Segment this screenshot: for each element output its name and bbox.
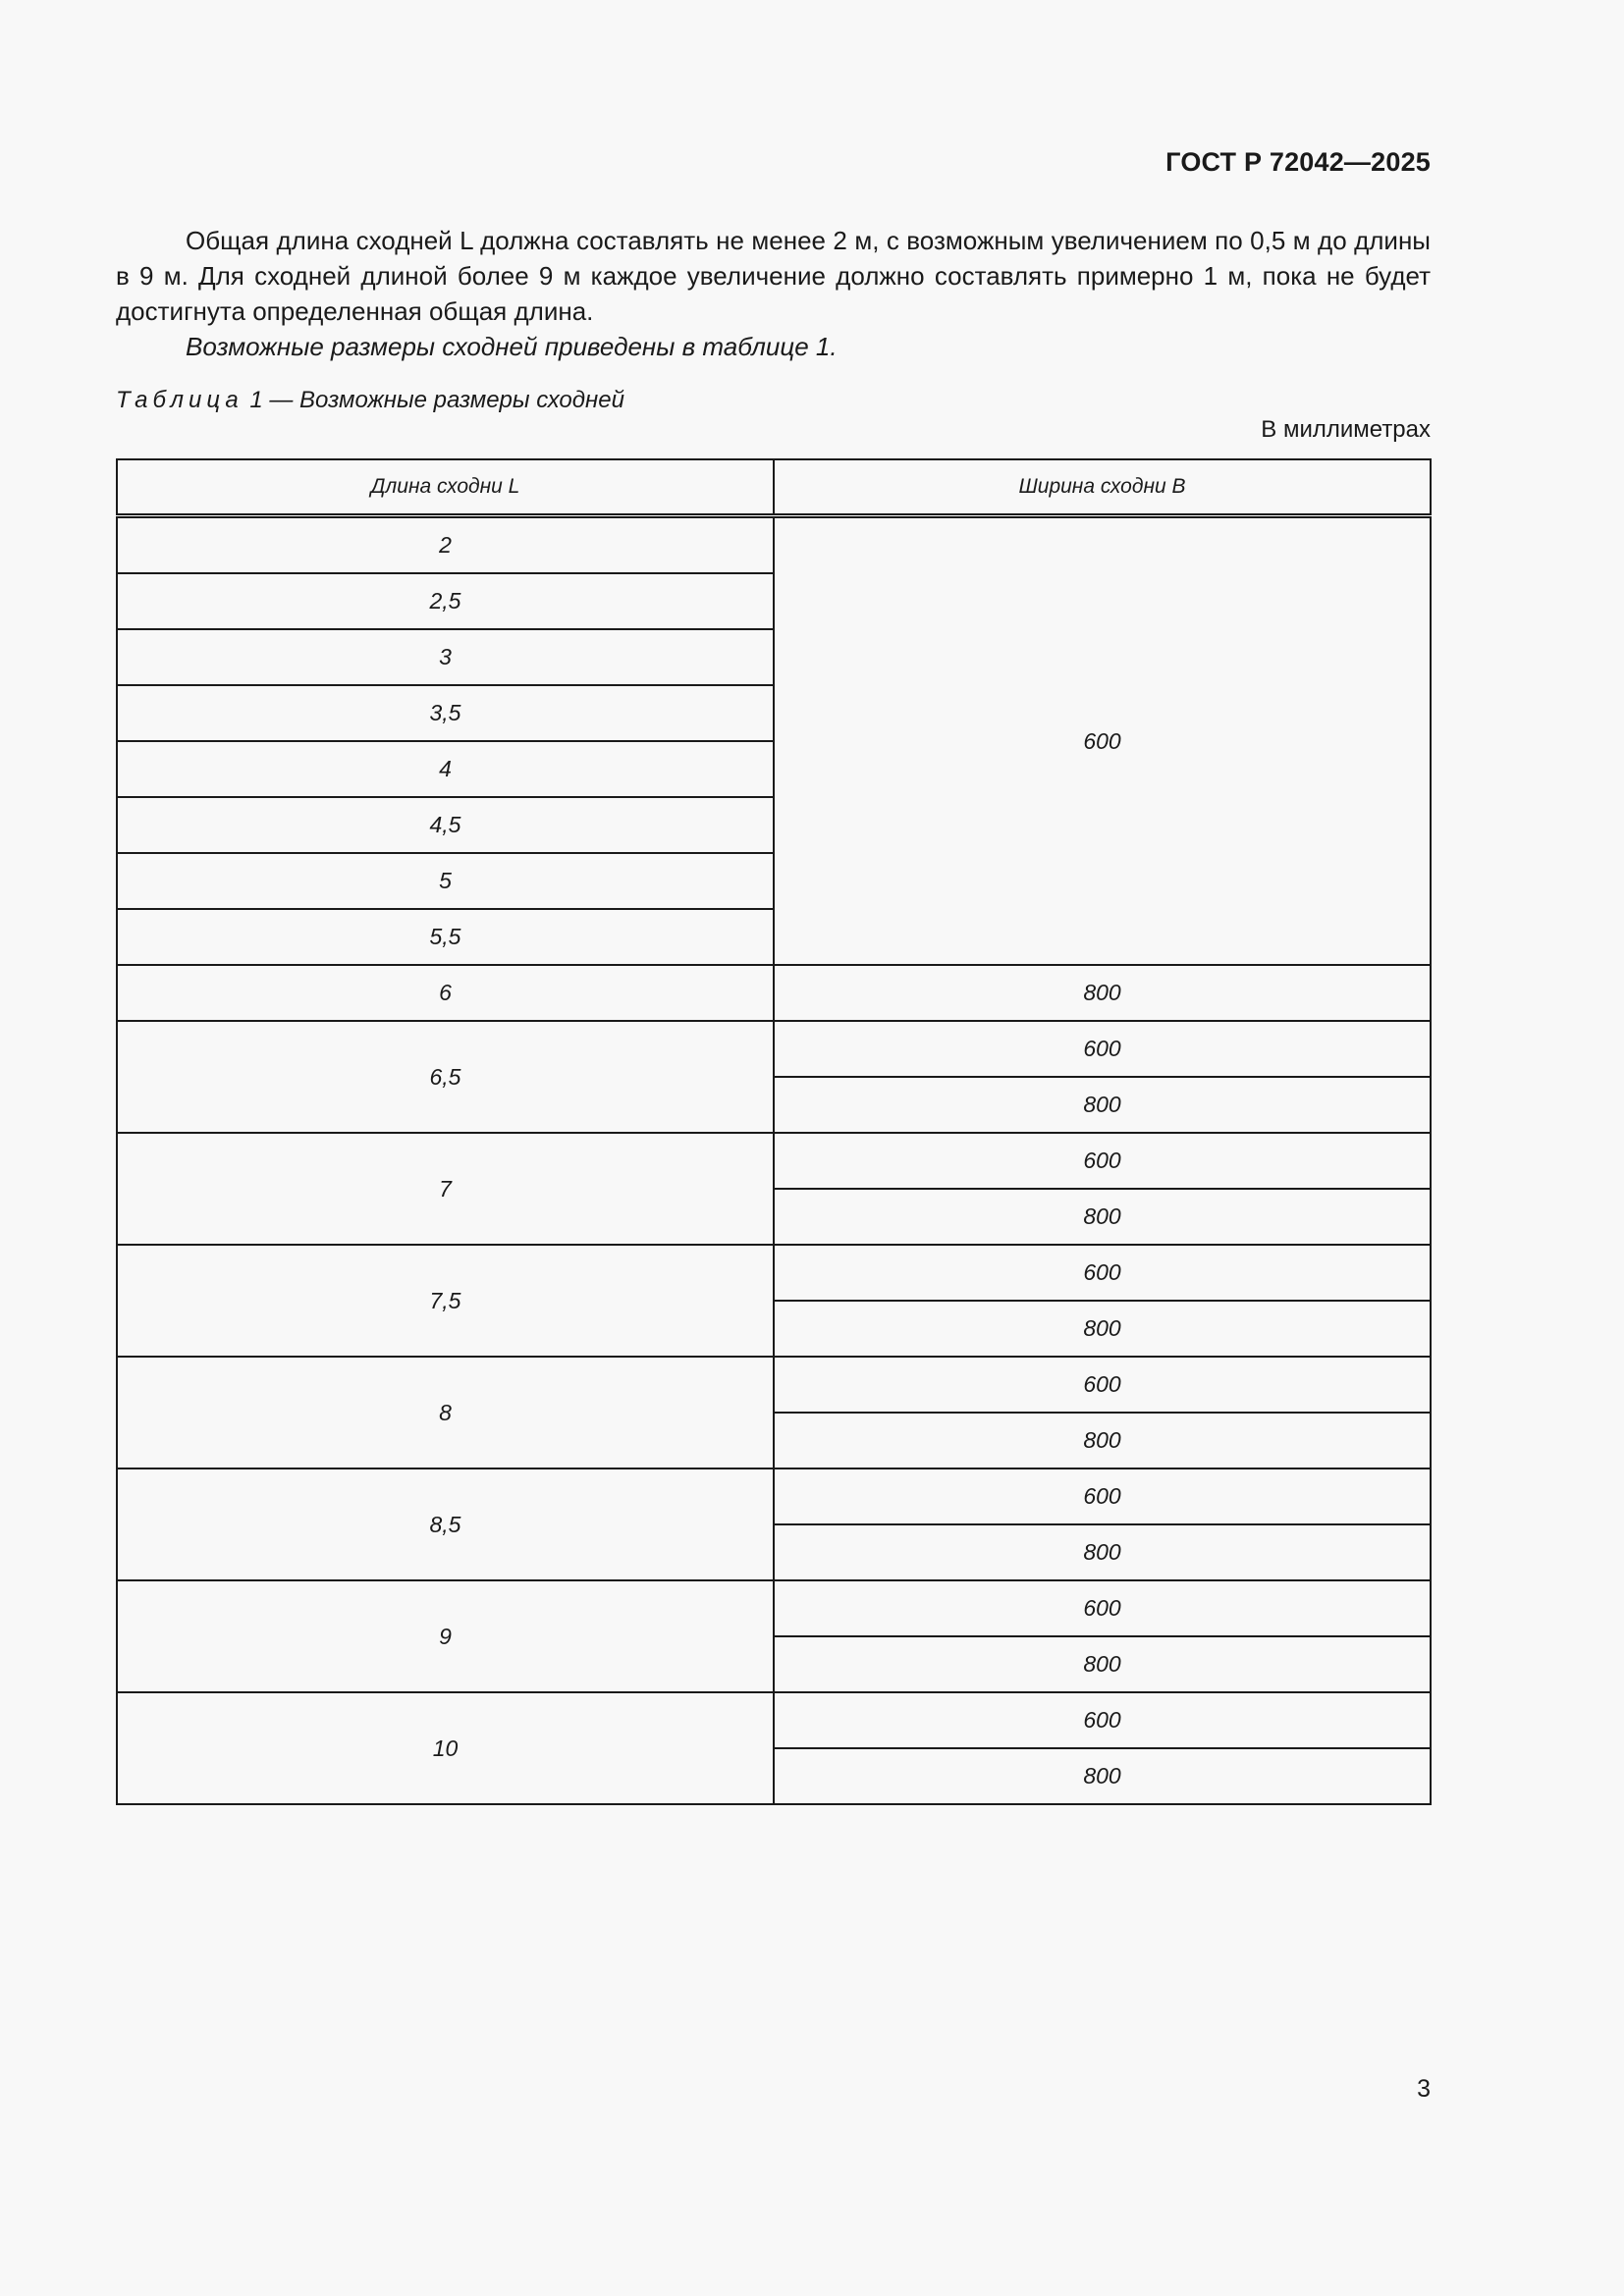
- page-number: 3: [1417, 2075, 1431, 2103]
- width-cell: 800: [774, 1077, 1431, 1133]
- width-cell-merged: 600: [774, 516, 1431, 966]
- table-caption: [116, 387, 624, 414]
- length-cell: 8,5: [117, 1468, 774, 1580]
- table-row: [117, 1357, 1431, 1413]
- table-header-row: [117, 459, 1431, 516]
- table-row: [117, 1133, 1431, 1189]
- width-cell: 600: [774, 1468, 1431, 1524]
- width-cell: 600: [774, 1692, 1431, 1748]
- width-cell: 800: [774, 1189, 1431, 1245]
- length-cell: 3: [117, 629, 774, 685]
- width-cell: 600: [774, 1245, 1431, 1301]
- length-cell: 8: [117, 1357, 774, 1468]
- table-caption-label: Таблица: [116, 387, 244, 413]
- width-cell: 600: [774, 1021, 1431, 1077]
- paragraph-length-rule: Общая длина сходней L должна составлять не менее 2 м, с возможным увеличением по 0,5 м до длины в 9 м. Для сходней длиной более 9 м каждое увеличение должно составлять примерно 1 м, пока не будет достигнута определенная общая длина.: [116, 226, 1431, 326]
- body-text: [116, 223, 1431, 364]
- length-cell: 3,5: [117, 685, 774, 741]
- document-number: ГОСТ Р 72042—2025: [1165, 147, 1431, 177]
- table-row: [117, 1021, 1431, 1077]
- length-cell: 4: [117, 741, 774, 797]
- table-row: [117, 1580, 1431, 1636]
- width-cell: 600: [774, 1357, 1431, 1413]
- length-cell: 10: [117, 1692, 774, 1804]
- width-cell: 600: [774, 1580, 1431, 1636]
- width-cell: 600: [774, 1133, 1431, 1189]
- length-cell: 2: [117, 516, 774, 574]
- width-cell: 800: [774, 965, 1431, 1021]
- paragraph-table-reference: Возможные размеры сходней приведены в таблице 1.: [186, 332, 838, 361]
- width-cell: 800: [774, 1413, 1431, 1468]
- table-row: [117, 516, 1431, 574]
- table-row: [117, 1245, 1431, 1301]
- column-header-width: Ширина сходни B: [774, 459, 1431, 516]
- length-cell: 6,5: [117, 1021, 774, 1133]
- table-caption-title: 1 — Возможные размеры сходней: [249, 387, 624, 413]
- length-cell: 5: [117, 853, 774, 909]
- table-row: [117, 1692, 1431, 1748]
- width-cell: 800: [774, 1748, 1431, 1804]
- length-cell: 5,5: [117, 909, 774, 965]
- dimensions-table: [116, 458, 1432, 1805]
- width-cell: 800: [774, 1636, 1431, 1692]
- width-cell: 800: [774, 1524, 1431, 1580]
- length-cell: 7: [117, 1133, 774, 1245]
- table-units: В миллиметрах: [1261, 416, 1431, 443]
- length-cell: 4,5: [117, 797, 774, 853]
- table-row: [117, 1468, 1431, 1524]
- length-cell: 9: [117, 1580, 774, 1692]
- length-cell: 6: [117, 965, 774, 1021]
- column-header-length: Длина сходни L: [117, 459, 774, 516]
- width-cell: 800: [774, 1301, 1431, 1357]
- length-cell: 7,5: [117, 1245, 774, 1357]
- length-cell: 2,5: [117, 573, 774, 629]
